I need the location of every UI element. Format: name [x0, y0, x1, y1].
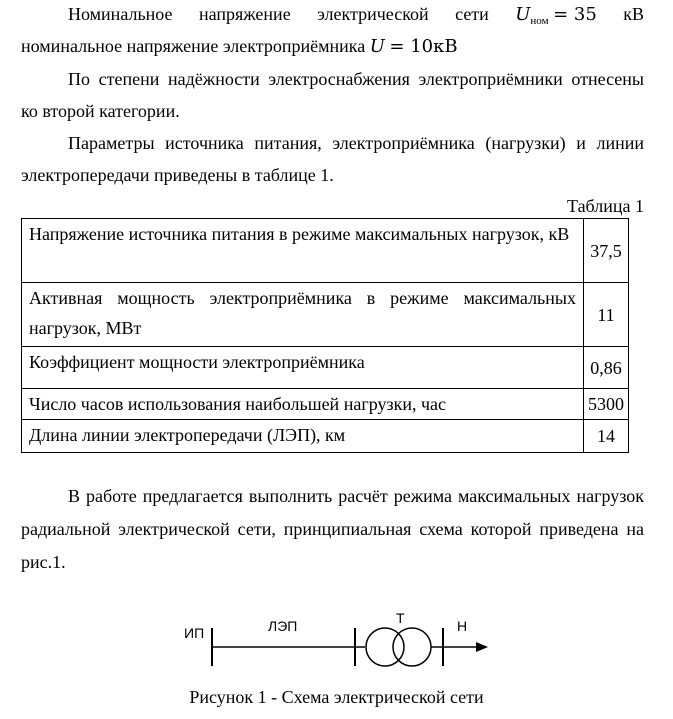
- table-cell-label: Напряжение источника питания в режиме максимальных нагрузок, кВ: [22, 219, 584, 283]
- transformer-label: Т: [396, 610, 405, 626]
- intro-word-1: Номинальное: [68, 4, 173, 24]
- load-arrow-icon: [476, 642, 488, 652]
- figure-caption: Рисунок 1 - Схема электрической сети: [189, 687, 484, 707]
- table-cell-label: Коэффициент мощности электроприёмника: [22, 347, 584, 389]
- unom-symbol: U: [515, 4, 531, 25]
- table-row: [22, 283, 629, 347]
- table-cell-label: Число часов использования наибольшей нагрузки, час: [22, 389, 584, 420]
- transformer-winding-2: [393, 628, 431, 666]
- table-row: [22, 347, 629, 389]
- unom-equals: = 35: [553, 4, 597, 25]
- source-label: ИП: [184, 625, 205, 641]
- table-row: [22, 219, 629, 283]
- intro-word-4: сети: [455, 4, 489, 24]
- paragraph-params-text: Параметры источника питания, электроприёмника (нагрузки) и линии электропередачи приведены в таблице 1.: [21, 133, 644, 185]
- intro-line-1: [21, 0, 644, 30]
- line-label: ЛЭП: [268, 618, 298, 634]
- intro-word-3: электрической: [317, 4, 429, 24]
- paragraph-work-text: В работе предлагается выполнить расчёт режима максимальных нагрузок радиальной электрической сети, принципиальная схема которой приведена на рис.1.: [21, 486, 644, 572]
- paragraph-params: [21, 127, 644, 191]
- paragraph-category-text: По степени надёжности электроснабжения электроприёмники отнесены ко второй категории.: [21, 69, 644, 121]
- table-cell-label: Длина линии электропередачи (ЛЭП), км: [22, 420, 584, 453]
- parameters-table: [21, 218, 629, 453]
- table-caption: Таблица 1: [567, 196, 644, 216]
- paragraph-work: [21, 480, 644, 579]
- table-cell-value: 0,86: [584, 347, 629, 389]
- paragraph-category: [21, 63, 644, 127]
- table-cell-value: 37,5: [584, 219, 629, 283]
- table-cell-value: 11: [584, 283, 629, 347]
- table-row: [22, 420, 629, 453]
- unom-unit: кВ: [623, 4, 644, 24]
- table-cell-value: 5300: [584, 389, 629, 420]
- intro-line-2-text: номинальное напряжение электроприёмника: [21, 36, 366, 56]
- table-cell-value: 14: [584, 420, 629, 453]
- unom-formula: [515, 0, 597, 37]
- load-label: Н: [457, 618, 468, 634]
- table-row: [22, 389, 629, 420]
- u-symbol: U: [369, 36, 385, 57]
- table-cell-label: Активная мощность электроприёмника в режиме максимальных нагрузок, МВт: [22, 283, 584, 347]
- intro-word-2: напряжение: [198, 4, 291, 24]
- unom-subscript: ном: [530, 15, 549, 27]
- network-schematic: [0, 600, 673, 680]
- document-page: [21, 0, 644, 579]
- u-equals: = 10кВ: [389, 36, 458, 57]
